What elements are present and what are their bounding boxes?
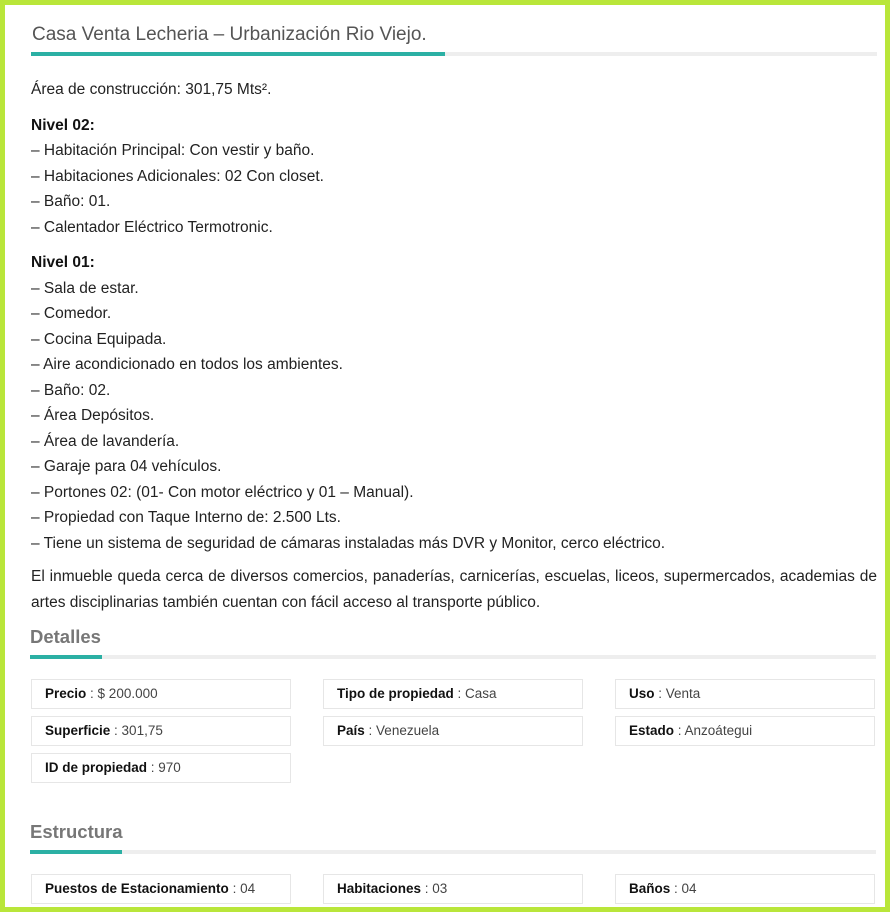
detalles-underline-accent: [30, 655, 102, 659]
detail-label: ID de propiedad: [45, 760, 148, 775]
detail-estado: [615, 716, 875, 746]
list-item: – Habitaciones Adicionales: 02 Con closet.: [31, 167, 324, 185]
detail-uso: [615, 679, 875, 709]
nivel-02-heading: Nivel 02:: [31, 116, 95, 134]
detail-value: : 970: [150, 760, 181, 775]
detail-tipo-propiedad: [323, 679, 583, 709]
detail-label: Baños: [629, 881, 671, 896]
detail-value: : $ 200.000: [90, 686, 158, 701]
structure-habitaciones: [323, 874, 583, 904]
detail-value: : Anzoátegui: [677, 723, 753, 738]
estructura-underline: [30, 850, 876, 854]
list-item: – Baño: 02.: [31, 381, 111, 399]
estructura-heading: Estructura: [30, 821, 123, 842]
list-item: – Aire acondicionado en todos los ambientes.: [31, 356, 343, 373]
list-item: – Baño: 01.: [31, 193, 111, 210]
detail-precio: [31, 679, 291, 709]
list-item: – Portones 02: (01- Con motor eléctrico y 01 – Manual).: [31, 483, 414, 501]
list-item: – Garaje para 04 vehículos.: [31, 458, 222, 475]
detail-superficie: [31, 716, 291, 746]
detail-label: Puestos de Estacionamiento: [45, 881, 229, 896]
detail-value: : 03: [424, 881, 448, 896]
detail-value: : 04: [674, 881, 697, 896]
list-item: – Calentador Eléctrico Termotronic.: [31, 218, 273, 236]
listing-description: [31, 77, 877, 615]
detail-id-propiedad: [31, 753, 291, 783]
detail-value: : 301,75: [114, 723, 163, 738]
list-item: – Propiedad con Taque Interno de: 2.500 Lts.: [31, 509, 341, 526]
detail-pais: [323, 716, 583, 746]
structure-banos: [615, 874, 875, 904]
detail-label: Estado: [629, 723, 675, 738]
detail-value: : 04: [232, 881, 256, 896]
title-underline-accent: [31, 52, 445, 56]
detail-label: País: [337, 723, 365, 738]
detail-label: Superficie: [45, 723, 111, 738]
detail-label: Habitaciones: [337, 881, 422, 896]
list-item: – Habitación Principal: Con vestir y baño.: [31, 142, 315, 159]
construction-area: Área de construcción: 301,75 Mts².: [31, 81, 272, 98]
list-item: – Área Depósitos.: [31, 407, 155, 424]
detalles-heading: Detalles: [30, 626, 101, 647]
detail-label: Uso: [629, 686, 655, 701]
structure-puestos-estacionamiento: [31, 874, 291, 904]
detail-value: : Venezuela: [368, 723, 440, 738]
list-item: – Cocina Equipada.: [31, 330, 167, 348]
detail-label: Tipo de propiedad: [337, 686, 454, 701]
nivel-01-heading: Nivel 01:: [31, 254, 95, 271]
listing-header: [31, 19, 877, 57]
list-item: – Área de lavandería.: [31, 432, 180, 450]
detalles-underline: [30, 655, 876, 659]
detail-value: : Casa: [457, 686, 497, 701]
listing-title: Casa Venta Lecheria – Urbanización Rio Viejo.: [32, 24, 427, 45]
estructura-underline-accent: [30, 850, 122, 854]
list-item: – Sala de estar.: [31, 279, 139, 297]
detail-value: : Venta: [658, 686, 701, 701]
detail-label: Precio: [45, 686, 87, 701]
list-item: – Comedor.: [31, 305, 112, 322]
location-paragraph: El inmueble queda cerca de diversos comercios, panaderías, carnicerías, escuelas, liceos, supermercados, academias de artes disciplinarias también cuentan con fácil acceso al transporte público.: [31, 568, 877, 611]
list-item: – Tiene un sistema de seguridad de cámaras instaladas más DVR y Monitor, cerco eléctrico.: [31, 534, 666, 552]
